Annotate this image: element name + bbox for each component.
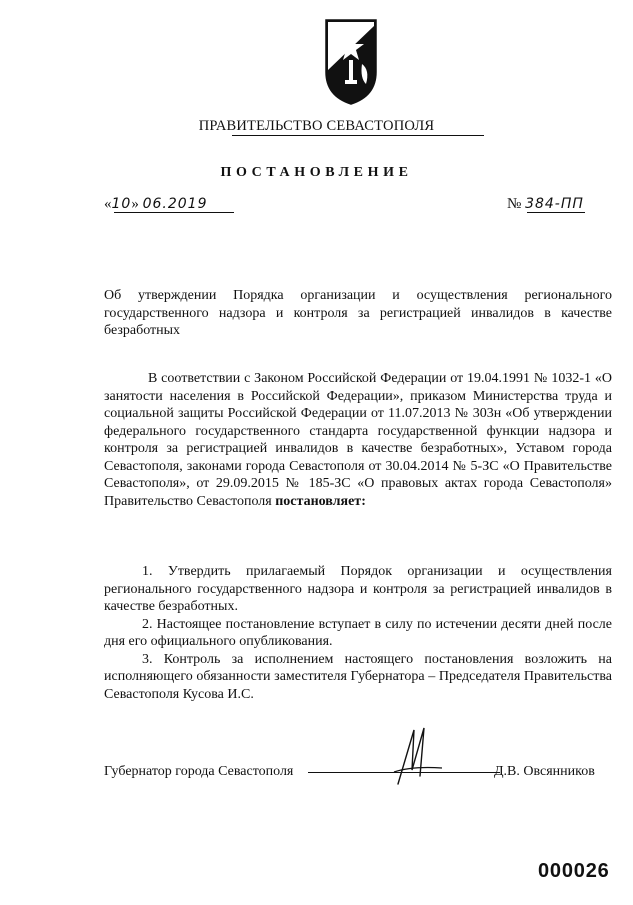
resolution-item: 3. Контроль за исполнением настоящего постановления возложить на исполняющего обязанности заместителя Губернатора – Председателя Правительства Севастополя Кусова И.С. — [104, 651, 612, 702]
document-date — [104, 196, 207, 213]
number-underline — [527, 212, 585, 213]
handwritten-signature-icon — [392, 726, 444, 788]
resolution-items — [104, 563, 612, 703]
signatory-position: Губернатор города Севастополя — [104, 764, 294, 779]
preamble-paragraph — [104, 370, 612, 510]
signatory-name: Д.В. Овсянников — [494, 764, 595, 779]
preamble-text: В соответствии с Законом Российской Федерации от 19.04.1991 № 1032-1 «О занятости населения в Российской Федерации», приказом Министерства труда и социальной защиты Российской Федерации от 11.07.2013 № 303н «Об утверждении федерального государственного стандарта государственной функции надзора и контроля за регистрацией инвалидов в качестве безработных», Уставом города Севастополя, законами города Севастополя от 30.04.2014 № 5-ЗС «О Правительстве Севастополя», от 29.09.2015 № 185-ЗС «О правовых актах города Севастополя» Правительство Севастополя — [104, 371, 612, 509]
document-number — [507, 196, 584, 213]
document-title: Об утверждении Порядка организации и осуществления регионального государственного надзора и контроля за регистрацией инвалидов в качестве безработных — [104, 288, 612, 338]
preamble-action: постановляет — [275, 493, 362, 509]
date-day: 10 — [111, 196, 132, 212]
serial-number: 000026 — [538, 860, 610, 882]
date-underline — [114, 212, 234, 213]
preamble-colon: : — [361, 493, 366, 509]
authority-underline — [232, 135, 484, 136]
coat-of-arms-icon — [318, 14, 384, 108]
document-type: ПОСТАНОВЛЕНИЕ — [220, 165, 413, 180]
date-quote-close: » — [131, 196, 139, 212]
number-sign: № — [507, 196, 522, 212]
date-quote-open: « — [104, 196, 112, 212]
issuing-authority: ПРАВИТЕЛЬСТВО СЕВАСТОПОЛЯ — [198, 118, 435, 134]
resolution-item: 1. Утвердить прилагаемый Порядок организации и осуществления регионального государственного надзора и контроля за регистрацией инвалидов в качестве безработных. — [104, 564, 612, 614]
resolution-item: 2. Настоящее постановление вступает в силу по истечении десяти дней после дня его официального опубликования. — [104, 616, 612, 649]
date-month-year: 06.2019 — [142, 196, 208, 212]
number-value: 384-ПП — [525, 196, 584, 212]
